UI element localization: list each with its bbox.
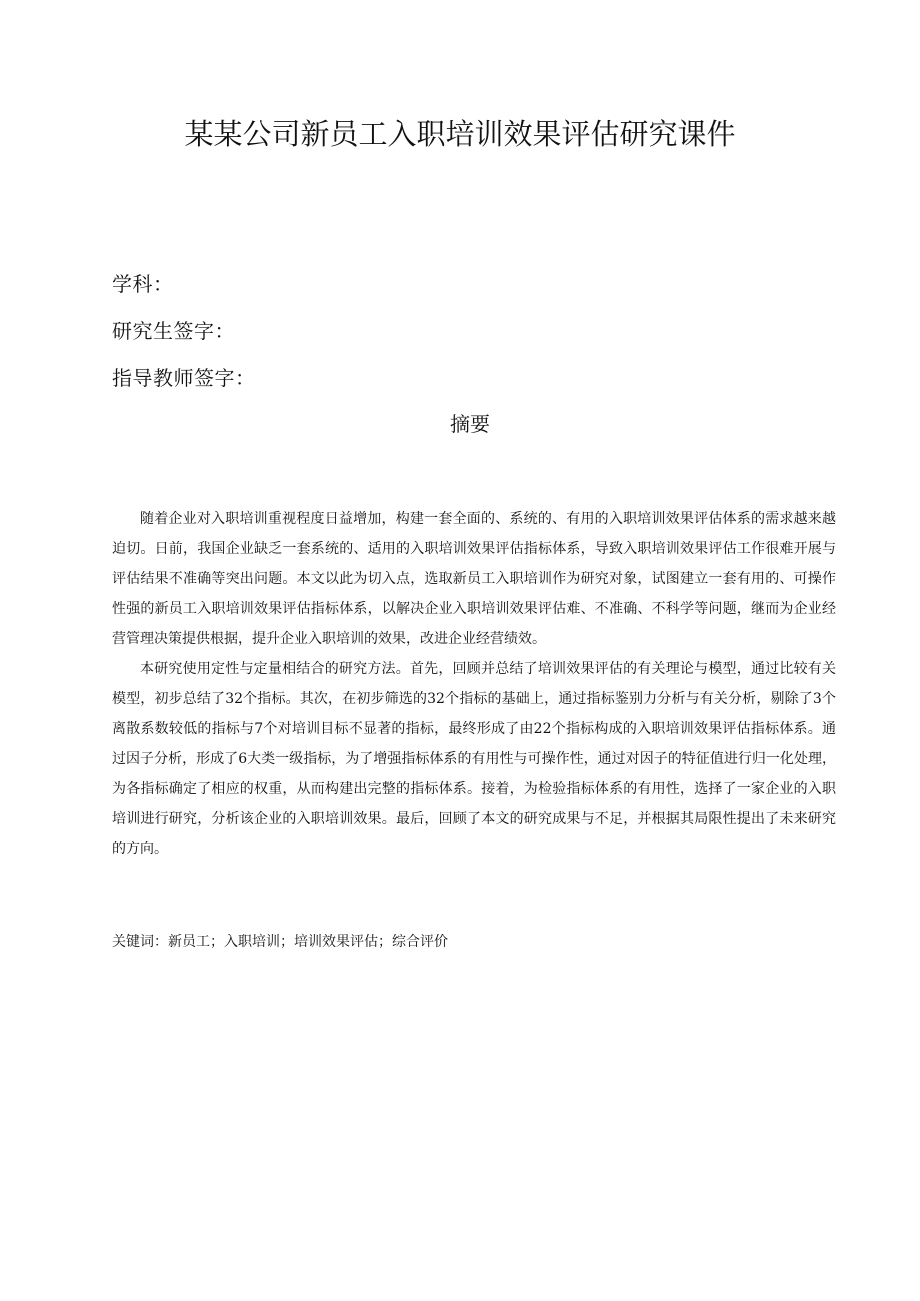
student-signature-label: 研究生签字： [112, 319, 235, 343]
abstract-paragraph-2: 本研究使用定性与定量相结合的研究方法。首先，回顾并总结了培训效果评估的有关理论与模型，通过比较有关模型，初步总结了32个指标。其次，在初步筛选的32个指标的基础上，通过指标鉴别力分析与有关分析，剔除了3个离散系数较低的指标与7个对培训目标不显著的指标，最终形成了由22个指标构成的入职培训效果评估指标体系。通过因子分析，形成了6大类一级指标，为了增强指标体系的有用性与可操作性，通过对因子的特征值进行归一化处理，为各指标确定了相应的权重，从而构建出完整的指标体系。接着，为检验指标体系的有用性，选择了一家企业的入职培训进行研究，分析该企业的入职培训效果。最后，回顾了本文的研究成果与不足，并根据其局限性提出了未来研究的方向。 [112, 661, 836, 857]
keywords-line: 关键词：新员工；入职培训；培训效果评估；综合评价 [112, 934, 448, 950]
abstract-body [112, 504, 836, 864]
subject-field-label: 学科： [112, 272, 174, 296]
abstract-paragraph-1: 随着企业对入职培训重视程度日益增加，构建一套全面的、系统的、有用的入职培训效果评估体系的需求越来越迫切。日前，我国企业缺乏一套系统的、适用的入职培训效果评估指标体系，导致入职培训效果评估工作很难开展与评估结果不准确等突出问题。本文以此为切入点，选取新员工入职培训作为研究对象，试图建立一套有用的、可操作性强的新员工入职培训效果评估指标体系，以解决企业入职培训效果评估难、不准确、不科学等问题，继而为企业经营管理决策提供根据，提升企业入职培训的效果，改进企业经营绩效。 [112, 511, 836, 647]
document-title: 某某公司新员工入职培训效果评估研究课件 [184, 117, 736, 151]
abstract-heading: 摘要 [450, 412, 490, 436]
advisor-signature-label: 指导教师签字： [112, 366, 256, 390]
